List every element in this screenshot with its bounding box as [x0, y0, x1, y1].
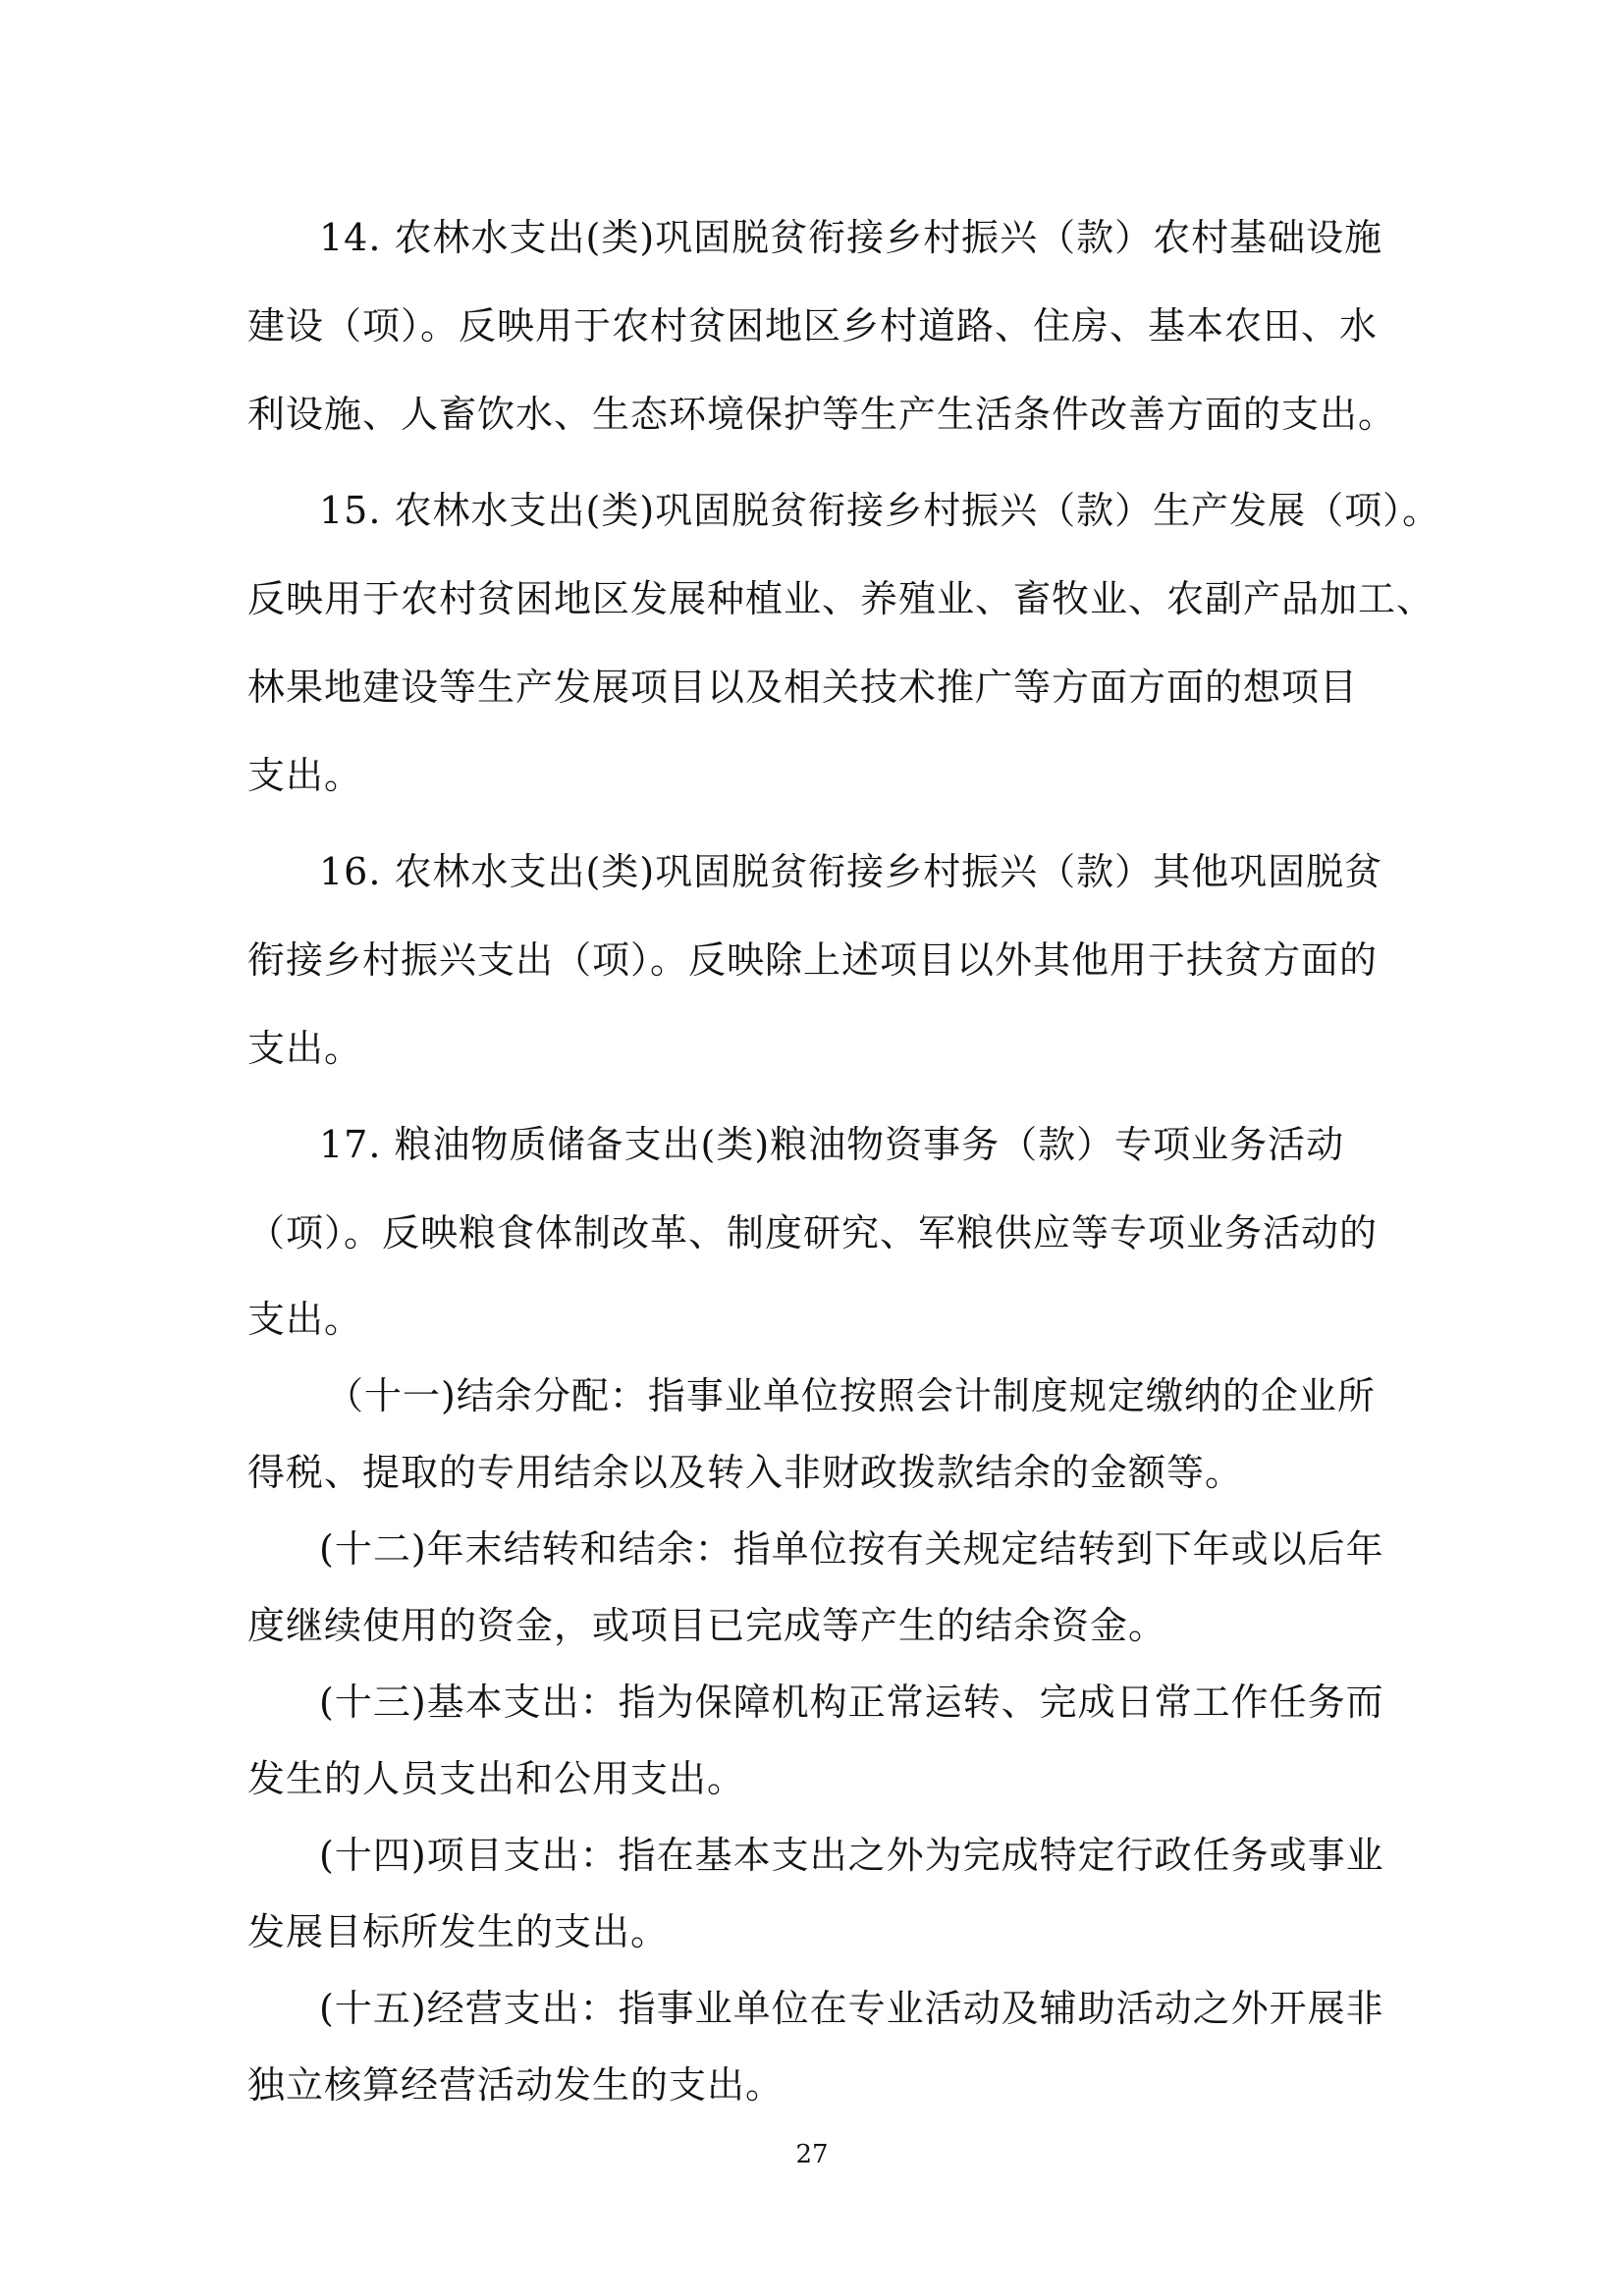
text-line-section-14-1: (十四)项目支出：指在基本支出之外为完成特定行政任务或事业 [319, 1834, 1384, 1877]
text-line-item-14-2: 建设（项）。反映用于农村贫困地区乡村道路、住房、基本农田、水 [247, 304, 1379, 347]
text-line-item-16-2: 衔接乡村振兴支出（项）。反映除上述项目以外其他用于扶贫方面的 [247, 938, 1379, 982]
text-line-section-12-1: (十二)年末结转和结余：指单位按有关规定结转到下年或以后年 [319, 1527, 1384, 1571]
text-line-item-17-1: 17. 粮油物质储备支出(类)粮油物资事务（款）专项业务活动 [319, 1123, 1345, 1166]
text-line-item-15-3: 林果地建设等生产发展项目以及相关技术推广等方面方面的想项目 [247, 666, 1359, 709]
text-line-section-13-1: (十三)基本支出：指为保障机构正常运转、完成日常工作任务而 [319, 1681, 1384, 1724]
text-line-section-15-2: 独立核算经营活动发生的支出。 [247, 2063, 785, 2107]
text-line-item-17-3: 支出。 [247, 1298, 363, 1341]
text-line-item-14-1: 14. 农林水支出(类)巩固脱贫衔接乡村振兴（款）农村基础设施 [319, 216, 1383, 259]
text-line-item-17-2: （项）。反映粮食体制改革、制度研究、军粮供应等专项业务活动的 [247, 1211, 1379, 1255]
text-line-section-13-2: 发生的人员支出和公用支出。 [247, 1757, 746, 1800]
text-line-section-15-1: (十五)经营支出：指事业单位在专业活动及辅助活动之外开展非 [319, 1987, 1384, 2030]
text-line-item-16-3: 支出。 [247, 1027, 363, 1070]
text-line-item-15-1: 15. 农林水支出(类)巩固脱贫衔接乡村振兴（款）生产发展（项）。 [319, 489, 1441, 532]
text-line-item-16-1: 16. 农林水支出(类)巩固脱贫衔接乡村振兴（款）其他巩固脱贫 [319, 850, 1383, 893]
page-number: 27 [795, 2140, 829, 2169]
text-line-section-11-2: 得税、提取的专用结余以及转入非财政拨款结余的金额等。 [247, 1451, 1244, 1494]
text-line-item-15-4: 支出。 [247, 754, 363, 797]
text-line-item-15-2: 反映用于农村贫困地区发展种植业、养殖业、畜牧业、农副产品加工、 [247, 577, 1435, 620]
text-line-item-14-3: 利设施、人畜饮水、生态环境保护等生产生活条件改善方面的支出。 [247, 393, 1397, 436]
text-line-section-11-1: （十一)结余分配：指事业单位按照会计制度规定缴纳的企业所 [326, 1374, 1376, 1417]
text-line-section-14-2: 发展目标所发生的支出。 [247, 1910, 670, 1953]
text-line-section-12-2: 度继续使用的资金，或项目已完成等产生的结余资金。 [247, 1604, 1167, 1647]
